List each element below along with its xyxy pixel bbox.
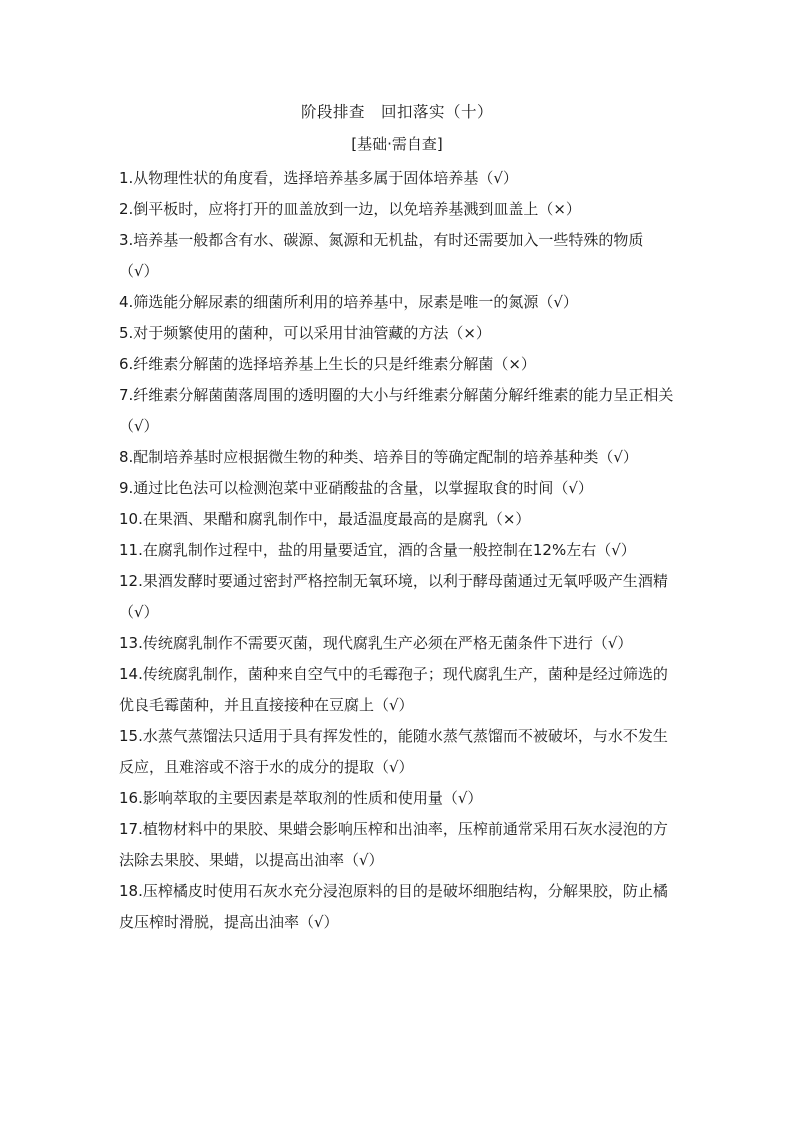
list-item: 3.培养基一般都含有水、碳源、氮源和无机盐，有时还需要加入一些特殊的物质（√） (119, 231, 644, 280)
list-item: 8.配制培养基时应根据微生物的种类、培养目的等确定配制的培养基种类（√） (119, 448, 638, 466)
document-subtitle: [基础·需自查] (351, 135, 443, 153)
list-item: 6.纤维素分解菌的选择培养基上生长的只是纤维素分解菌（×） (119, 355, 536, 373)
list-item: 14.传统腐乳制作，菌种来自空气中的毛霉孢子；现代腐乳生产，菌种是经过筛选的优良毛霉菌种，并且直接接种在豆腐上（√） (119, 665, 668, 714)
list-item: 15.水蒸气蒸馏法只适用于具有挥发性的，能随水蒸气蒸馏而不被破坏，与水不发生反应，且难溶或不溶于水的成分的提取（√） (119, 727, 668, 776)
list-item: 1.从物理性状的角度看，选择培养基多属于固体培养基（√） (119, 169, 518, 187)
list-item: 4.筛选能分解尿素的细菌所利用的培养基中，尿素是唯一的氮源（√） (119, 293, 578, 311)
list-item: 17.植物材料中的果胶、果蜡会影响压榨和出油率，压榨前通常采用石灰水浸泡的方法除去果胶、果蜡，以提高出油率（√） (119, 820, 668, 869)
list-item: 16.影响萃取的主要因素是萃取剂的性质和使用量（√） (119, 789, 483, 807)
question-list (119, 163, 675, 938)
list-item: 11.在腐乳制作过程中，盐的用量要适宜，酒的含量一般控制在12%左右（√） (119, 541, 636, 559)
list-item: 9.通过比色法可以检测泡菜中亚硝酸盐的含量，以掌握取食的时间（√） (119, 479, 593, 497)
list-item: 18.压榨橘皮时使用石灰水充分浸泡原料的目的是破坏细胞结构，分解果胶，防止橘皮压榨时滑脱，提高出油率（√） (119, 882, 668, 931)
list-item: 12.果酒发酵时要通过密封严格控制无氧环境，以利于酵母菌通过无氧呼吸产生酒精（√） (119, 572, 668, 621)
list-item: 5.对于频繁使用的菌种，可以采用甘油管藏的方法（×） (119, 324, 491, 342)
list-item: 13.传统腐乳制作不需要灭菌，现代腐乳生产必须在严格无菌条件下进行（√） (119, 634, 633, 652)
list-item: 2.倒平板时，应将打开的皿盖放到一边，以免培养基溅到皿盖上（×） (119, 200, 581, 218)
list-item: 7.纤维素分解菌菌落周围的透明圈的大小与纤维素分解菌分解纤维素的能力呈正相关（√） (119, 386, 674, 435)
list-item: 10.在果酒、果醋和腐乳制作中，最适温度最高的是腐乳（×） (119, 510, 531, 528)
document-title: 阶段排查 回扣落实（十） (300, 103, 493, 121)
